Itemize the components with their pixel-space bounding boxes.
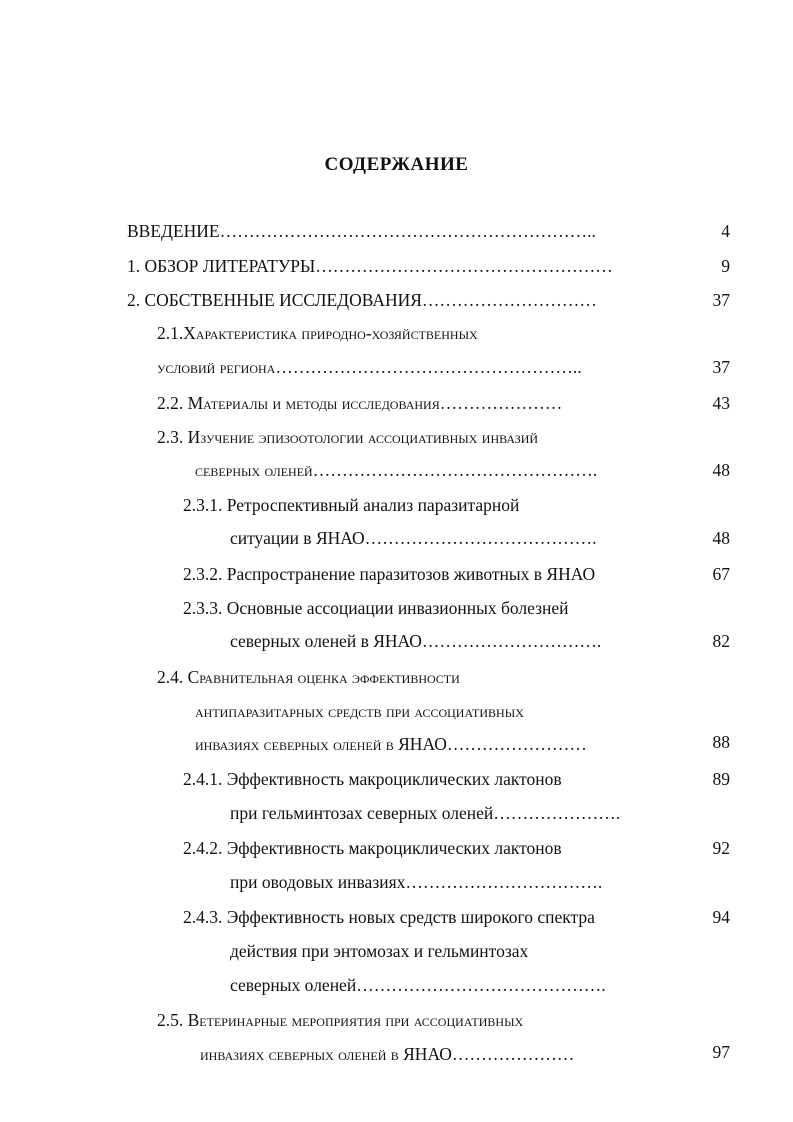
toc-entry-page: 88 [712, 732, 730, 752]
toc-entry-page: 67 [712, 564, 730, 584]
toc-entry-page: 94 [712, 907, 730, 927]
toc-entry-text: инвазиях северных оленей в ЯНАО…………………… [195, 734, 587, 754]
toc-entry-text: антипаразитарных средств при ассоциативных [195, 701, 524, 721]
toc-entry-text: 2.4.3. Эффективность новых средств широкого спектра [183, 907, 595, 927]
toc-entry-page: 97 [712, 1042, 730, 1062]
toc-entry-text: 1. ОБЗОР ЛИТЕРАТУРЫ…………………………………………… [127, 256, 613, 276]
toc-entry-text: ситуации в ЯНАО…………………………………. [230, 528, 597, 548]
toc-entry-text: 2.1.Характеристика природно-хозяйственных [157, 323, 478, 343]
toc-entry-page: 37 [712, 290, 730, 310]
toc-entry-page: 92 [712, 838, 730, 858]
toc-entry-text: 2.3.3. Основные ассоциации инвазионных болезней [183, 598, 569, 618]
toc-entry-text: при гельминтозах северных оленей…………………. [230, 803, 621, 823]
toc-entry-text: 2. СОБСТВЕННЫЕ ИССЛЕДОВАНИЯ………………………… [127, 290, 597, 310]
toc-entry-text: ВВЕДЕНИЕ……………………………………………………….. [127, 221, 596, 241]
toc-entry-page: 82 [712, 631, 730, 651]
toc-entry-page: 37 [712, 357, 730, 377]
toc-entry-page: 43 [712, 393, 730, 413]
toc-entry-text: при оводовых инвазиях……………………………. [230, 872, 603, 892]
toc-entry-text: 2.3.2. Распространение паразитозов животных в ЯНАО [183, 564, 596, 584]
toc-entry-page: 48 [712, 460, 730, 480]
toc-entry-text: 2.4.1. Эффективность макроциклических лактонов [183, 769, 562, 789]
toc-entry-page: 89 [712, 769, 730, 789]
toc-entry-text: северных оленей…………………………………………. [195, 460, 598, 480]
toc-entry-page: 48 [712, 528, 730, 548]
toc-entry-text: 2.4. Сравнительная оценка эффективности [157, 667, 460, 687]
page-title: СОДЕРЖАНИЕ [324, 154, 469, 175]
toc-entry-text: 2.3.1. Ретроспективный анализ паразитарной [183, 495, 520, 515]
toc-entry-text: условий региона…………………………………………….. [157, 357, 582, 377]
toc-entry-text: 2.3. Изучение эпизоотологии ассоциативных инвазий [157, 427, 539, 447]
toc-entry-text: 2.5. Ветеринарные мероприятия при ассоциативных [157, 1010, 524, 1030]
toc-entry-text: 2.2. Материалы и методы исследования………………… [157, 393, 563, 413]
toc-entry-page: 4 [721, 221, 730, 241]
toc-entry-text: северных оленей……………………………………. [230, 975, 606, 995]
toc-entry-text: действия при энтомозах и гельминтозах [230, 941, 529, 961]
toc-entry-text: инвазиях северных оленей в ЯНАО………………… [200, 1044, 575, 1064]
toc-entry-text: северных оленей в ЯНАО…………………………. [230, 631, 602, 651]
toc-entry-text: 2.4.2. Эффективность макроциклических лактонов [183, 838, 562, 858]
toc-entry-page: 9 [721, 256, 730, 276]
